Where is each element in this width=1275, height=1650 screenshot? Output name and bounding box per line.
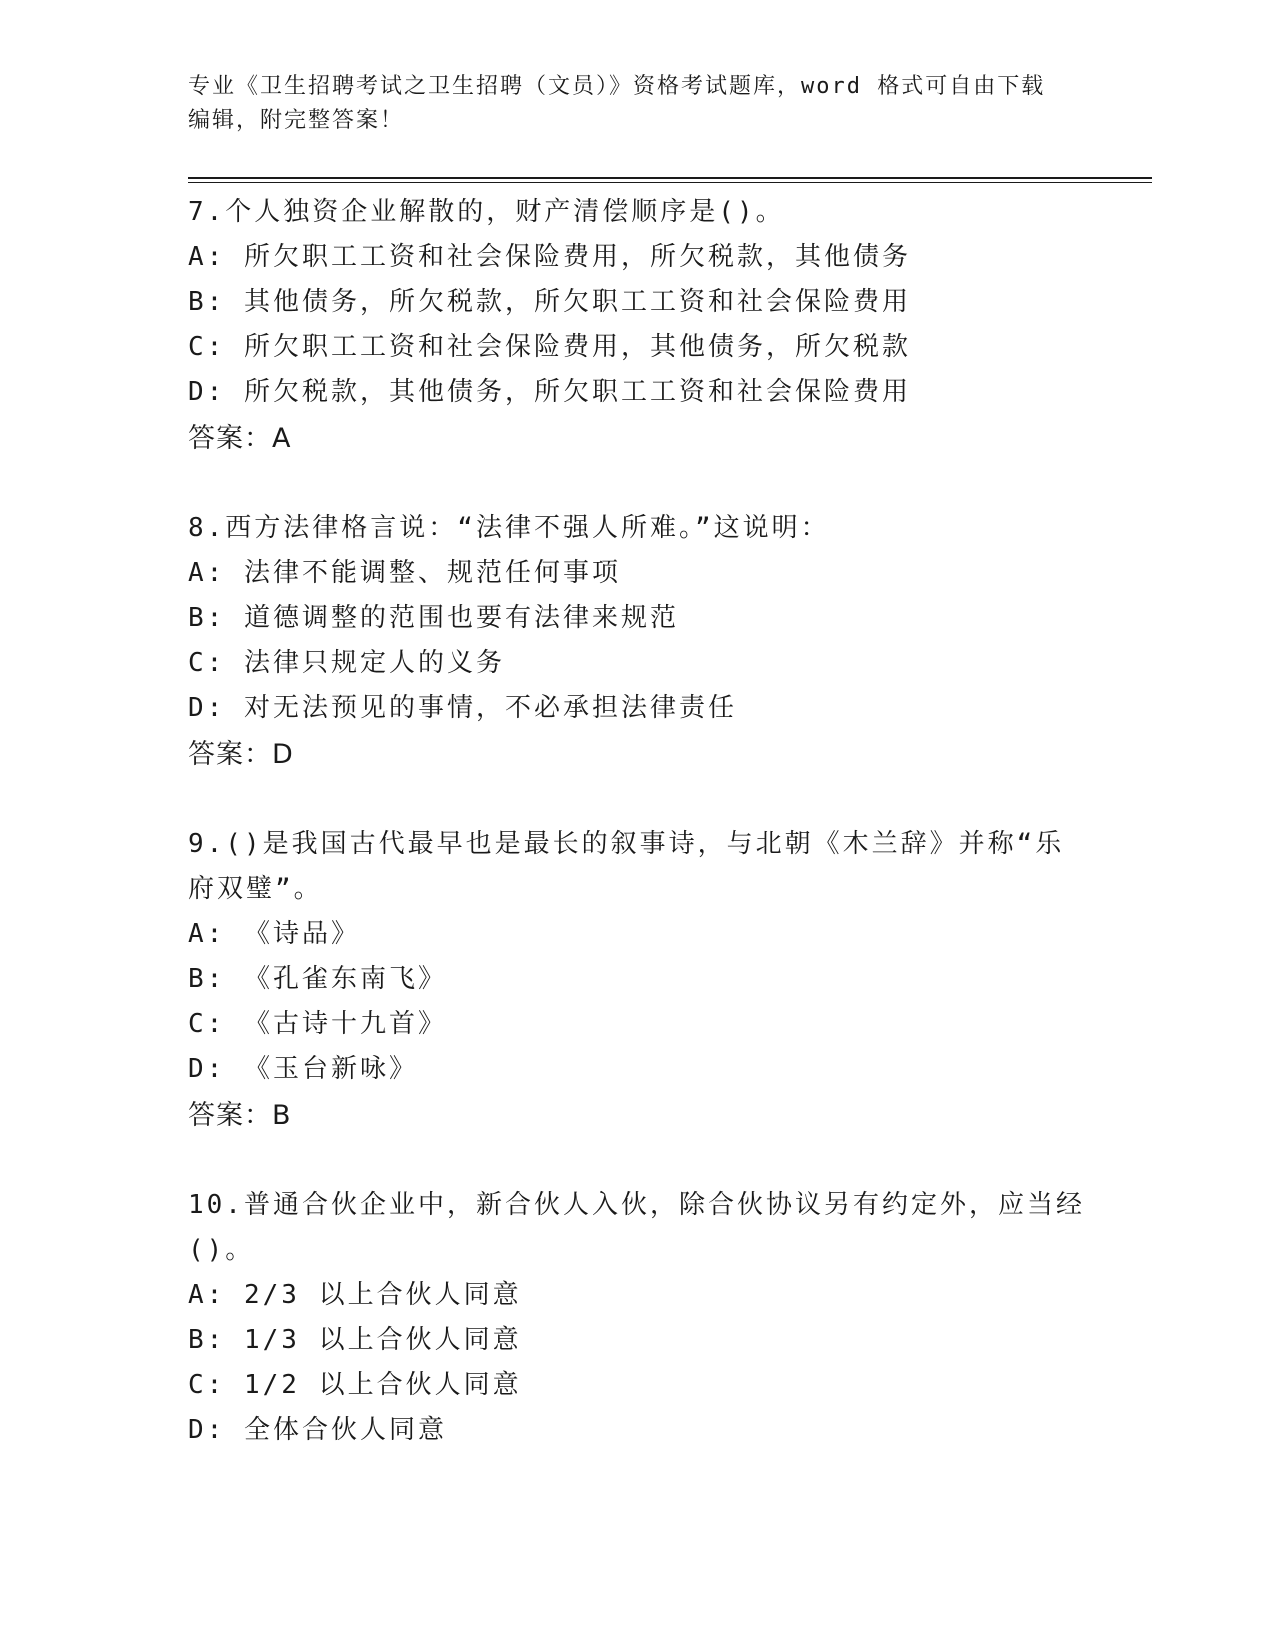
option-a: A: 《诗品》 [188, 919, 360, 949]
answer-line: 答案：A [188, 423, 292, 454]
stem-line: ()。 [188, 1235, 255, 1265]
question-stem [188, 506, 1088, 551]
header-line-2: 编辑，附完整答案！ [188, 108, 405, 133]
question-stem [188, 190, 1088, 235]
option-a: A: 法律不能调整、规范任何事项 [188, 558, 621, 588]
option-d: D: 《玉台新咏》 [188, 1054, 418, 1084]
header-divider-thin [188, 182, 1152, 183]
option-b: B: 《孔雀东南飞》 [188, 964, 447, 994]
option-c: C: 法律只规定人的义务 [188, 648, 505, 678]
option-c: C: 所欠职工工资和社会保险费用，其他债务，所欠税款 [188, 332, 911, 362]
question-8 [188, 506, 1088, 778]
header-line-1: 专业《卫生招聘考试之卫生招聘（文员）》资格考试题库，word 格式可自由下载 [188, 74, 1046, 99]
question-stem [188, 1183, 1088, 1273]
option-a: A: 所欠职工工资和社会保险费用，所欠税款，其他债务 [188, 242, 911, 272]
stem-line: 7.个人独资企业解散的，财产清偿顺序是()。 [188, 197, 785, 227]
document-header [188, 70, 1088, 138]
stem-line: 9.()是我国古代最早也是最长的叙事诗，与北朝《木兰辞》并称“乐 [188, 829, 1065, 859]
option-a: A: 2/3 以上合伙人同意 [188, 1280, 522, 1310]
option-b: B: 1/3 以上合伙人同意 [188, 1325, 522, 1355]
stem-line: 府双璧”。 [188, 874, 323, 904]
option-d: D: 所欠税款，其他债务，所欠职工工资和社会保险费用 [188, 377, 911, 407]
question-7 [188, 190, 1088, 462]
option-c: C: 《古诗十九首》 [188, 1009, 447, 1039]
question-9 [188, 822, 1088, 1139]
option-c: C: 1/2 以上合伙人同意 [188, 1370, 522, 1400]
answer-line: 答案：B [188, 1100, 292, 1131]
question-10 [188, 1183, 1088, 1453]
option-d: D: 全体合伙人同意 [188, 1415, 447, 1445]
header-divider-thick [188, 177, 1152, 179]
option-b: B: 道德调整的范围也要有法律来规范 [188, 603, 679, 633]
option-b: B: 其他债务，所欠税款，所欠职工工资和社会保险费用 [188, 287, 911, 317]
option-d: D: 对无法预见的事情，不必承担法律责任 [188, 693, 737, 723]
answer-line: 答案：D [188, 739, 294, 770]
question-list [188, 190, 1088, 1497]
question-stem [188, 822, 1088, 912]
stem-line: 10.普通合伙企业中，新合伙人入伙，除合伙协议另有约定外，应当经 [188, 1190, 1085, 1220]
stem-line: 8.西方法律格言说：“法律不强人所难。”这说明： [188, 513, 830, 543]
